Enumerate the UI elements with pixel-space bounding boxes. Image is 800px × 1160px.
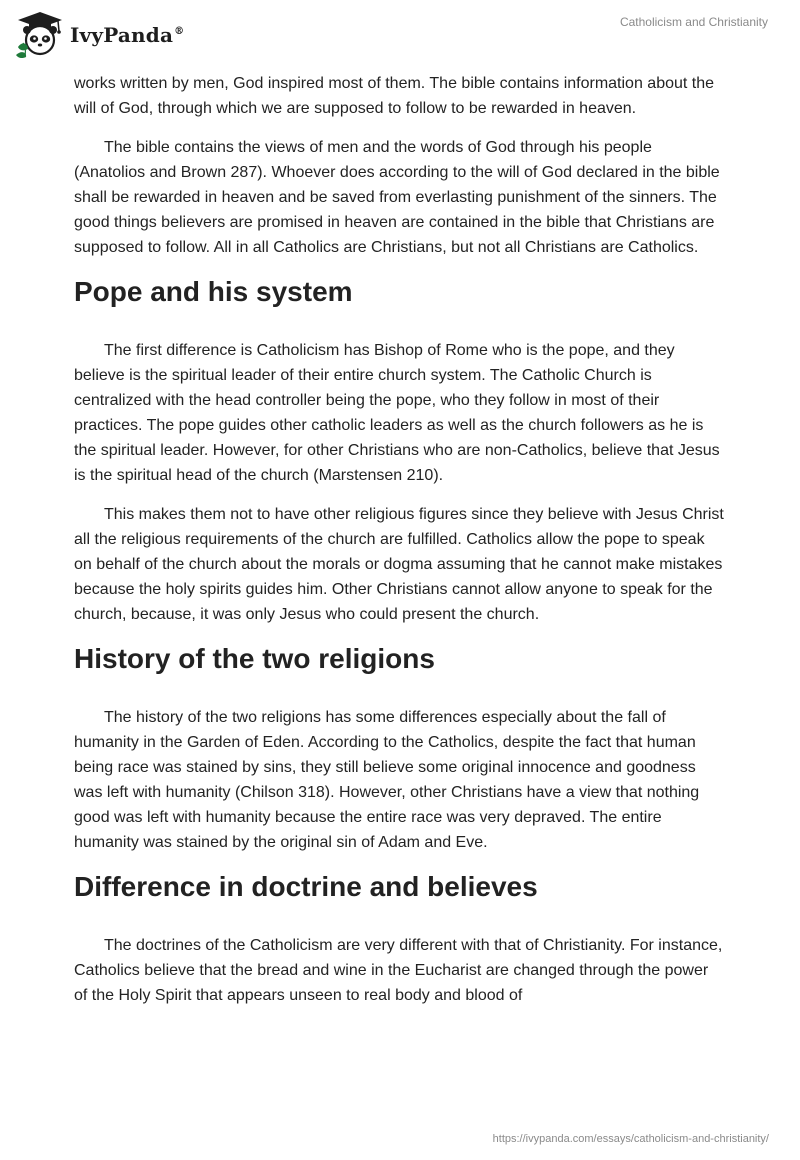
paragraph: This makes them not to have other religious figures since they believe with Jesus Christ all the religious requirements of the church are fulfilled. Catholics allow the pope to speak on behalf of the church about the morals or dogma assuming that he cannot make mistakes because the holy spirits guides him. Other Christians cannot allow anyone to speak for the church, because, it was only Jesus who could present the church. (74, 506, 724, 623)
essay-body (74, 71, 724, 1022)
brand-name: IvyPanda® (70, 23, 185, 47)
section-heading-doctrine: Difference in doctrine and believes (74, 871, 538, 902)
page-header (0, 0, 800, 70)
source-url[interactable]: https://ivypanda.com/essays/catholicism-and-christianity/ (492, 1133, 769, 1145)
brand-logo[interactable] (14, 9, 184, 59)
paragraph: works written by men, God inspired most of them. The bible contains information about the will of God, through which we are supposed to follow to be rewarded in heaven. (74, 75, 715, 117)
section-heading-pope: Pope and his system (74, 276, 353, 307)
paragraph: The first difference is Catholicism has Bishop of Rome who is the pope, and they believe is the spiritual leader of their entire church system. The Catholic Church is centralized with the head controller being the pope, who they follow in most of their practices. The pope guides other catholic leaders as well as the church followers as he is the spiritual leader. However, for other Christians who are non-Catholics, believe that Jesus is the spiritual head of the church (Marstensen 210). (74, 342, 720, 484)
document-title: Catholicism and Christianity (619, 15, 768, 29)
registered-mark: ® (174, 26, 185, 38)
paragraph: The history of the two religions has some differences especially about the fall of humanity in the Garden of Eden. According to the Catholics, despite the fact that human being race was stained by sins, they still believe some original innocence and goodness was left with humanity (Chilson 318). However, other Christians have a view that nothing good was left with humanity because the entire race was very depraved. The entire humanity was stained by the original sin of Adam and Eve. (74, 709, 700, 851)
section-heading-history: History of the two religions (74, 643, 435, 674)
paragraph: The bible contains the views of men and the words of God through his people (Anatolios and Brown 287). Whoever does according to the will of God declared in the bible shall be rewarded in heaven and be saved from everlasting punishment of the sinners. The good things believers are promised in heaven are contained in the bible that Christians are supposed to follow. All in all Catholics are Christians, but not all Christians are Catholics. (74, 139, 720, 256)
panda-graduate-icon (14, 9, 66, 59)
paragraph: The doctrines of the Catholicism are very different with that of Christianity. For instance, Catholics believe that the bread and wine in the Eucharist are changed through the power of the Holy Spirit that appears unseen to real body and blood of (74, 937, 723, 1004)
